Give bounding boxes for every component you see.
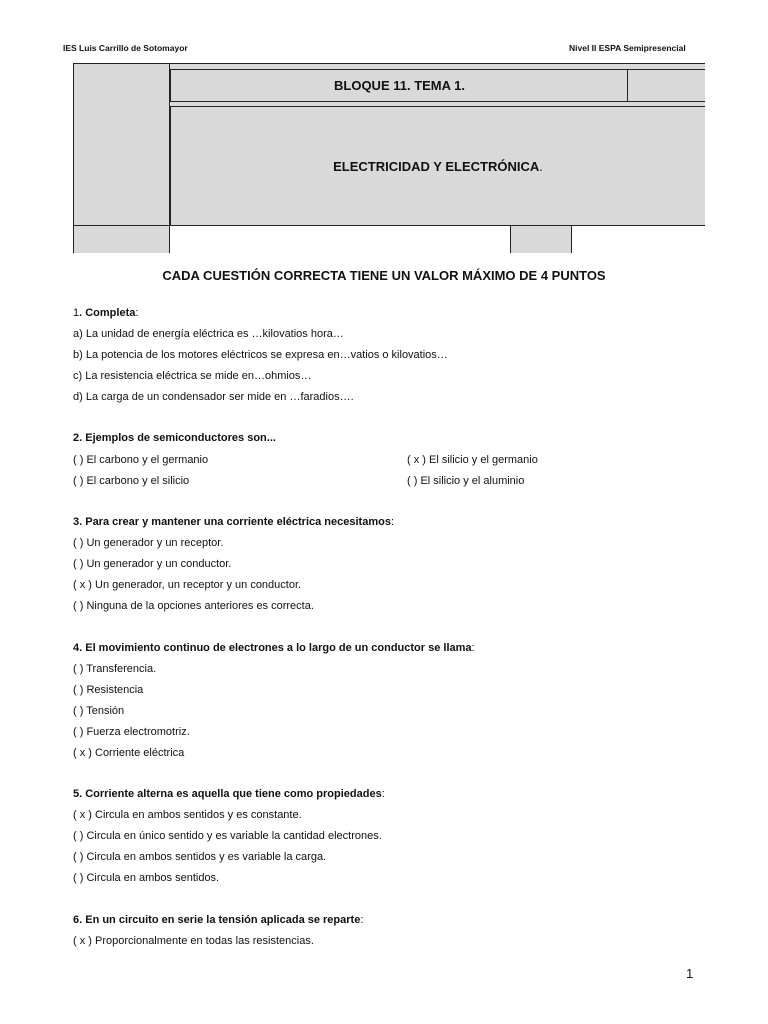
question-1-colon: :: [135, 307, 139, 319]
question-4-title: [73, 642, 475, 654]
title-box-left-cell: [74, 64, 170, 226]
question-1-number: 1: [73, 307, 80, 319]
tema-title: ELECTRICIDAD Y ELECTRÓNICA: [333, 158, 540, 174]
tema-title-dot: .: [539, 158, 543, 174]
question-5-title: [73, 788, 385, 800]
question-2-option-3: ( ) El carbono y el silicio: [73, 475, 190, 487]
question-2-option-2: ( x ) El silicio y el germanio: [407, 454, 538, 466]
question-4-option-1: ( ) Transferencia.: [73, 663, 157, 675]
question-1-title: [73, 307, 138, 319]
question-6-text: 6. En un circuito en serie la tensión aplicada se reparte: [73, 914, 361, 926]
question-4-option-3: ( ) Tensión: [73, 705, 125, 717]
title-box-bottom-cell-3: [511, 226, 572, 253]
question-5-colon: :: [381, 788, 385, 800]
question-1-item-c: c) La resistencia eléctrica se mide en…ohmios…: [73, 370, 312, 382]
title-box-bottom-cell-4: [572, 226, 705, 253]
question-5-option-4: ( ) Circula en ambos sentidos.: [73, 872, 220, 884]
title-box: [73, 63, 705, 253]
bloque-title: BLOQUE 11. TEMA 1.: [170, 69, 628, 102]
question-2-title: 2. Ejemplos de semiconductores son...: [73, 432, 276, 444]
question-4-text: 4. El movimiento continuo de electrones a lo largo de un conductor se llama: [73, 642, 472, 654]
question-1-item-a: a) La unidad de energía eléctrica es …kilovatios hora…: [73, 328, 344, 340]
header-level: Nivel II ESPA Semipresencial: [569, 43, 686, 53]
question-2-option-1: ( ) El carbono y el germanio: [73, 454, 209, 466]
points-heading: CADA CUESTIÓN CORRECTA TIENE UN VALOR MÁXIMO DE 4 PUNTOS: [162, 268, 606, 283]
title-box-bottom-cell-2: [170, 226, 511, 253]
question-5-option-2: ( ) Circula en único sentido y es variable la cantidad electrones.: [73, 830, 382, 842]
question-6-colon: :: [360, 914, 364, 926]
question-1-item-d: d) La carga de un condensador ser mide en …faradios….: [73, 391, 354, 403]
title-box-bottom-cell-1: [74, 226, 170, 253]
question-3-colon: :: [390, 516, 395, 528]
title-box-top-right-cell: [627, 69, 705, 102]
tema-title-cell: [170, 106, 705, 226]
question-4-colon: :: [471, 642, 475, 654]
question-3-option-1: ( ) Un generador y un receptor.: [73, 537, 224, 549]
header-school: IES Luis Carrillo de Sotomayor: [63, 43, 188, 53]
question-5-option-1: ( x ) Circula en ambos sentidos y es constante.: [73, 809, 302, 821]
question-5-text: 5. Corriente alterna es aquella que tiene como propiedades: [73, 788, 382, 800]
question-3-option-3: ( x ) Un generador, un receptor y un conductor.: [73, 579, 302, 591]
page-number: 1: [686, 966, 694, 981]
question-6-option-1: ( x ) Proporcionalmente en todas las resistencias.: [73, 935, 314, 947]
question-4-option-2: ( ) Resistencia: [73, 684, 144, 696]
question-1-text: . Completa: [79, 307, 136, 319]
question-3-title: [73, 516, 394, 528]
question-5-option-3: ( ) Circula en ambos sentidos y es variable la carga.: [73, 851, 327, 863]
question-1-item-b: b) La potencia de los motores eléctricos se expresa en…vatios o kilovatios…: [73, 349, 448, 361]
question-2-option-4: ( ) El silicio y el aluminio: [407, 475, 525, 487]
question-3-text: 3. Para crear y mantener una corriente eléctrica necesitamos: [73, 516, 391, 528]
question-3-option-4: ( ) Ninguna de la opciones anteriores es correcta.: [73, 600, 314, 612]
question-6-title: [73, 914, 363, 926]
question-4-option-5: ( x ) Corriente eléctrica: [73, 747, 185, 759]
question-3-option-2: ( ) Un generador y un conductor.: [73, 558, 232, 570]
question-4-option-4: ( ) Fuerza electromotriz.: [73, 726, 190, 738]
